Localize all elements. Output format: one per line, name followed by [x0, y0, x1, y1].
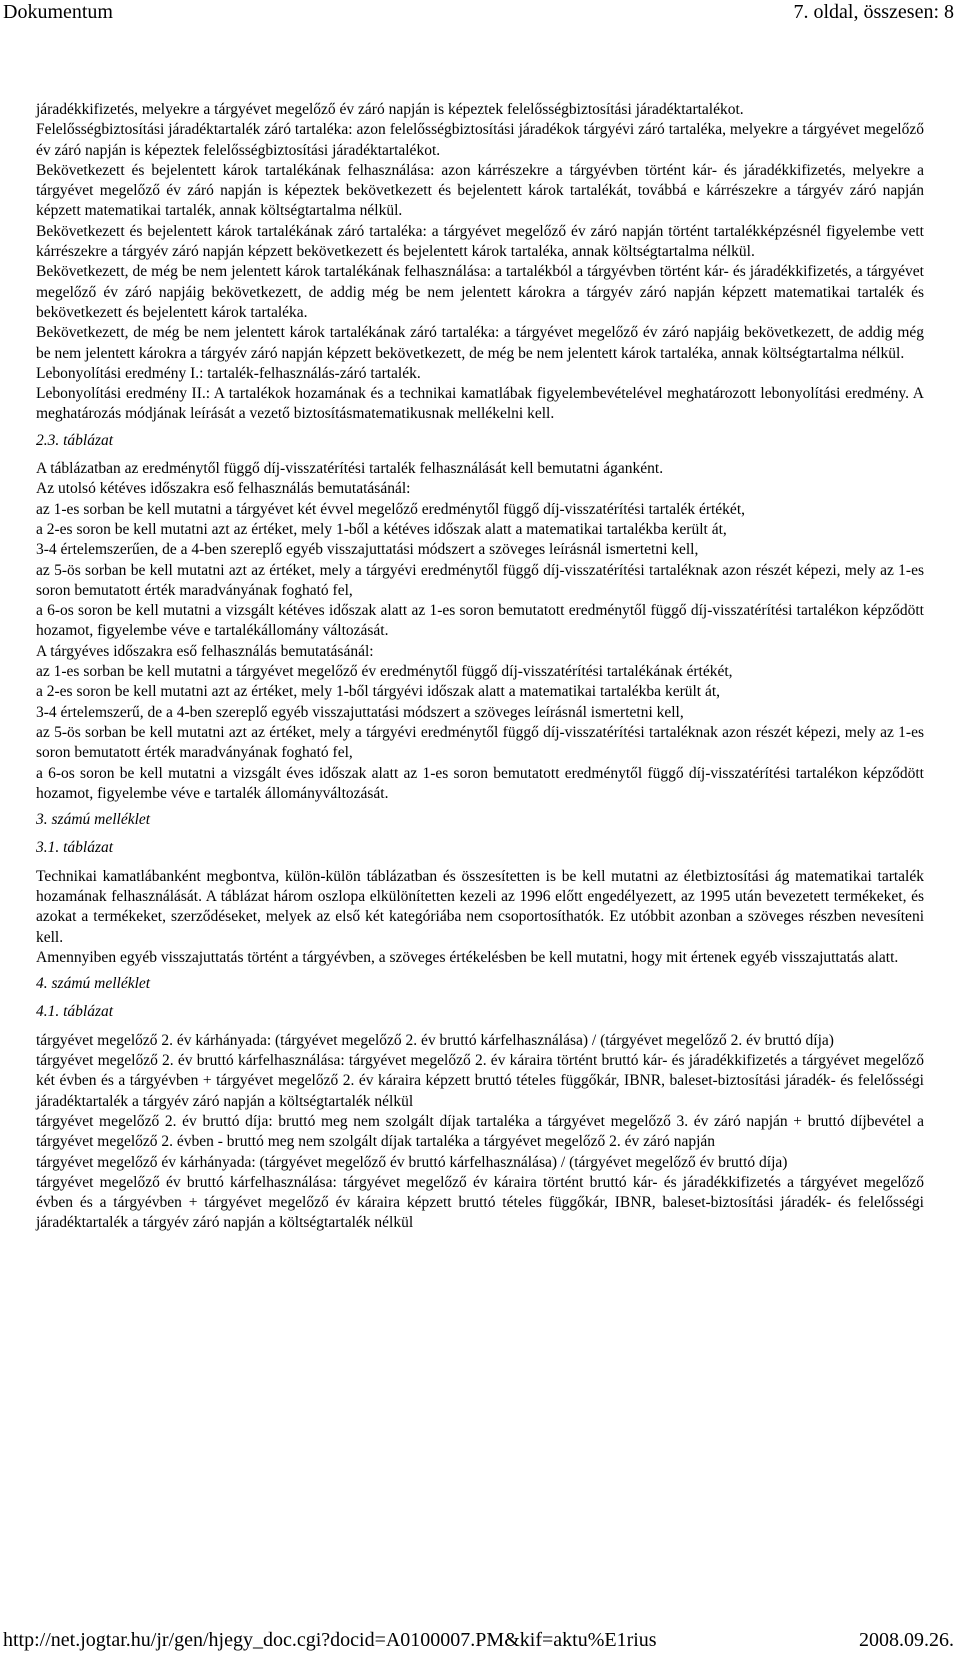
paragraph: az 1-es sorban be kell mutatni a tárgyévet két évvel megelőző eredménytől függő díj-visszatérítési tartalék értékét,	[36, 500, 745, 518]
paragraph: a 6-os soron be kell mutatni a vizsgált kétéves időszak alatt az 1-es soron bemutatott eredménytől függő díj-visszatérítési tartalékon képződött hozamot, figyelembe véve e tartalékállomány változását.	[36, 602, 924, 640]
paragraph: Bekövetkezett, de még be nem jelentett károk tartalékának felhasználása: a tartalékból a tárgyévben történt kár- és járadékkifizetés, a tárgyévet megelőző év záró napjáig bekövetkezett, de addig még be nem jelentett károkra a tárgyév záró napján képzett matematikai tartalék és bekövetkezett és bejelentett károk tartaléka.	[36, 263, 924, 321]
section-caption: 4.1. táblázat	[36, 1003, 114, 1021]
section-caption: 3. számú melléklet	[36, 811, 151, 829]
paragraph: tárgyévet megelőző év bruttó kárfelhasználása: tárgyévet megelőző év káraira történt bruttó kár- és járadékkifizetés a tárgyévet megelőző évben és a tárgyévben + tárgyévet megelőző év káraira képzett bruttó tételes függőkár, IBNR, baleset-biztosítási járadék- és felelősségi járadéktartalék a tárgyév záró napján a költségtartalék nélkül	[36, 1173, 924, 1232]
document-title: Dokumentum	[3, 1, 113, 23]
paragraph: a 2-es soron be kell mutatni azt az értéket, mely 1-ből tárgyévi időszak alatt a matematikai tartalékba került át,	[36, 683, 721, 701]
paragraph: Amennyiben egyéb visszajuttatás történt a tárgyévben, a szöveges értékelésben be kell mutatni, hogy mit értenek egyéb visszajuttatás alatt.	[36, 948, 899, 966]
paragraph: Az utolsó kétéves időszakra eső felhasználás bemutatásánál:	[36, 480, 411, 498]
paragraph: Bekövetkezett és bejelentett károk tartalékának felhasználása: azon kárrészekre a tárgyévben történt kár- és járadékkifizetés, melyekre a tárgyévet megelőző év záró napján is képeztek bekövetkezett és bejelentett károk tartalékát, továbbá e kárrészekre a tárgyév záró napján képzett matematikai tartalék, annak költségtartalma nélkül.	[36, 161, 924, 220]
section-caption: 2.3. táblázat	[36, 431, 114, 449]
paragraph: Felelősségbiztosítási járadéktartalék záró tartaléka: azon felelősségbiztosítási járadékok tárgyévi záró tartaléka, melyekre a tárgyévet megelőző év záró napján is képeztek felelősségbiztosítási járadéktartalékot.	[36, 121, 924, 159]
paragraph: a 6-os soron be kell mutatni a vizsgált éves időszak alatt az 1-es soron bemutatott eredménytől függő díj-visszatérítési tartalékon képződött hozamot, figyelembe véve e tartalék állományváltozását.	[36, 764, 924, 802]
section-caption: 3.1. táblázat	[36, 839, 114, 857]
paragraph: Lebonyolítási eredmény I.: tartalék-felhasználás-záró tartalék.	[36, 364, 421, 382]
paragraph: 3-4 értelemszerű, de a 4-ben szereplő egyéb visszajuttatási módszert a szöveges leírásnál ismertetni kell,	[36, 703, 684, 721]
page-number-info: 7. oldal, összesen: 8	[793, 1, 954, 23]
paragraph: tárgyévet megelőző 2. év bruttó kárfelhasználása: tárgyévet megelőző 2. év káraira történt bruttó kár- és járadékkifizetés a tárgyévet megelőző két évben és a tárgyévben + tárgyévet megelőző 2. év káraira képzett bruttó tételes függőkár, IBNR, baleset-biztosítási járadék- és felelősségi járadéktartalék a tárgyév záró napján a költségtartalék nélkül	[36, 1052, 924, 1110]
paragraph: Technikai kamatlábanként megbontva, külön-külön táblázatban és összesítetten is be kell mutatni az életbiztosítási ág matematikai tartalék hozamának felhasználását. A táblázat három oszlopa elkülönítetten kezeli az 1996 előtt engedélyezett, az 1995 után bevezetett termékeket, és azokat a termékeket, szerződéseket, melyek az első két kategóriába nem csoportosíthatók. Ez utóbbit azonban a szöveges részben nevesíteni kell.	[36, 867, 924, 946]
document-body	[36, 100, 924, 1234]
paragraph: a 2-es soron be kell mutatni azt az értéket, mely 1-ből a kétéves időszak alatt a matematikai tartalékba került át,	[36, 520, 727, 538]
paragraph: Bekövetkezett és bejelentett károk tartalékának záró tartaléka: a tárgyévet megelőző év záró napján történt tartalékképzésnél figyelembe vett kárrészekre a tárgyév záró napján képzett bekövetkezett és bejelentett károk tartaléka, annak költségtartalma nélkül.	[36, 222, 924, 261]
section-caption: 4. számú melléklet	[36, 975, 151, 993]
paragraph: Bekövetkezett, de még be nem jelentett károk tartalékának záró tartaléka: a tárgyévet megelőző év záró napjáig bekövetkezett, de addig még be nem jelentett károkra a tárgyév záró napján képzett bekövetkezett, de még be nem jelentett károk tartaléka, annak költségtartalma nélkül.	[36, 324, 924, 362]
print-date: 2008.09.26.	[859, 1629, 954, 1651]
paragraph: járadékkifizetés, melyekre a tárgyévet megelőző év záró napján is képeztek felelősségbiztosítási járadéktartalékot.	[36, 101, 744, 118]
paragraph: tárgyévet megelőző 2. év kárhányada: (tárgyévet megelőző 2. év bruttó kárfelhasználása) / (tárgyévet megelőző 2. év bruttó díja)	[36, 1031, 834, 1049]
paragraph: tárgyévet megelőző 2. év bruttó díja: bruttó meg nem szolgált díjak tartaléka a tárgyévet megelőző 3. év záró napján + bruttó díjbevétel a tárgyévet megelőző 2. évben - bruttó meg nem szolgált díjak tartaléka a tárgyévet megelőző 2. év záró napján	[36, 1112, 924, 1151]
paragraph: tárgyévet megelőző év kárhányada: (tárgyévet megelőző év bruttó kárfelhasználása) / (tárgyévet megelőző év bruttó díja)	[36, 1153, 788, 1171]
paragraph: A táblázatban az eredménytől függő díj-visszatérítési tartalék felhasználását kell bemutatni áganként.	[36, 460, 664, 478]
page-header	[0, 0, 960, 26]
paragraph: az 1-es sorban be kell mutatni a tárgyévet megelőző év eredménytől függő díj-visszatérítési tartalékának értékét,	[36, 663, 733, 681]
source-url[interactable]: http://net.jogtar.hu/jr/gen/hjegy_doc.cgi?docid=A0100007.PM&kif=aktu%E1rius	[3, 1629, 657, 1651]
page-footer	[0, 1628, 960, 1654]
paragraph: 3-4 értelemszerűen, de a 4-ben szereplő egyéb visszajuttatási módszert a szöveges leírásnál ismertetni kell,	[36, 541, 699, 559]
paragraph: az 5-ös sorban be kell mutatni azt az értéket, mely a tárgyévi eredménytől függő díj-visszatérítési tartaléknak azon részét képezi, mely az 1-es soron bemutatott érték maradványának fogható fel,	[36, 561, 924, 599]
paragraph: Lebonyolítási eredmény II.: A tartalékok hozamának és a technikai kamatlábak figyelembevételével meghatározott lebonyolítási eredmény. A meghatározás módjának leírását a vezető biztosításmatematikusnak mellékelni kell.	[36, 385, 924, 423]
paragraph: A tárgyéves időszakra eső felhasználás bemutatásánál:	[36, 642, 374, 660]
paragraph: az 5-ös sorban be kell mutatni azt az értéket, mely a tárgyévi eredménytől függő díj-visszatérítési tartaléknak azon részét képezi, mely az 1-es soron bemutatott érték maradványának fogható fel,	[36, 723, 924, 762]
